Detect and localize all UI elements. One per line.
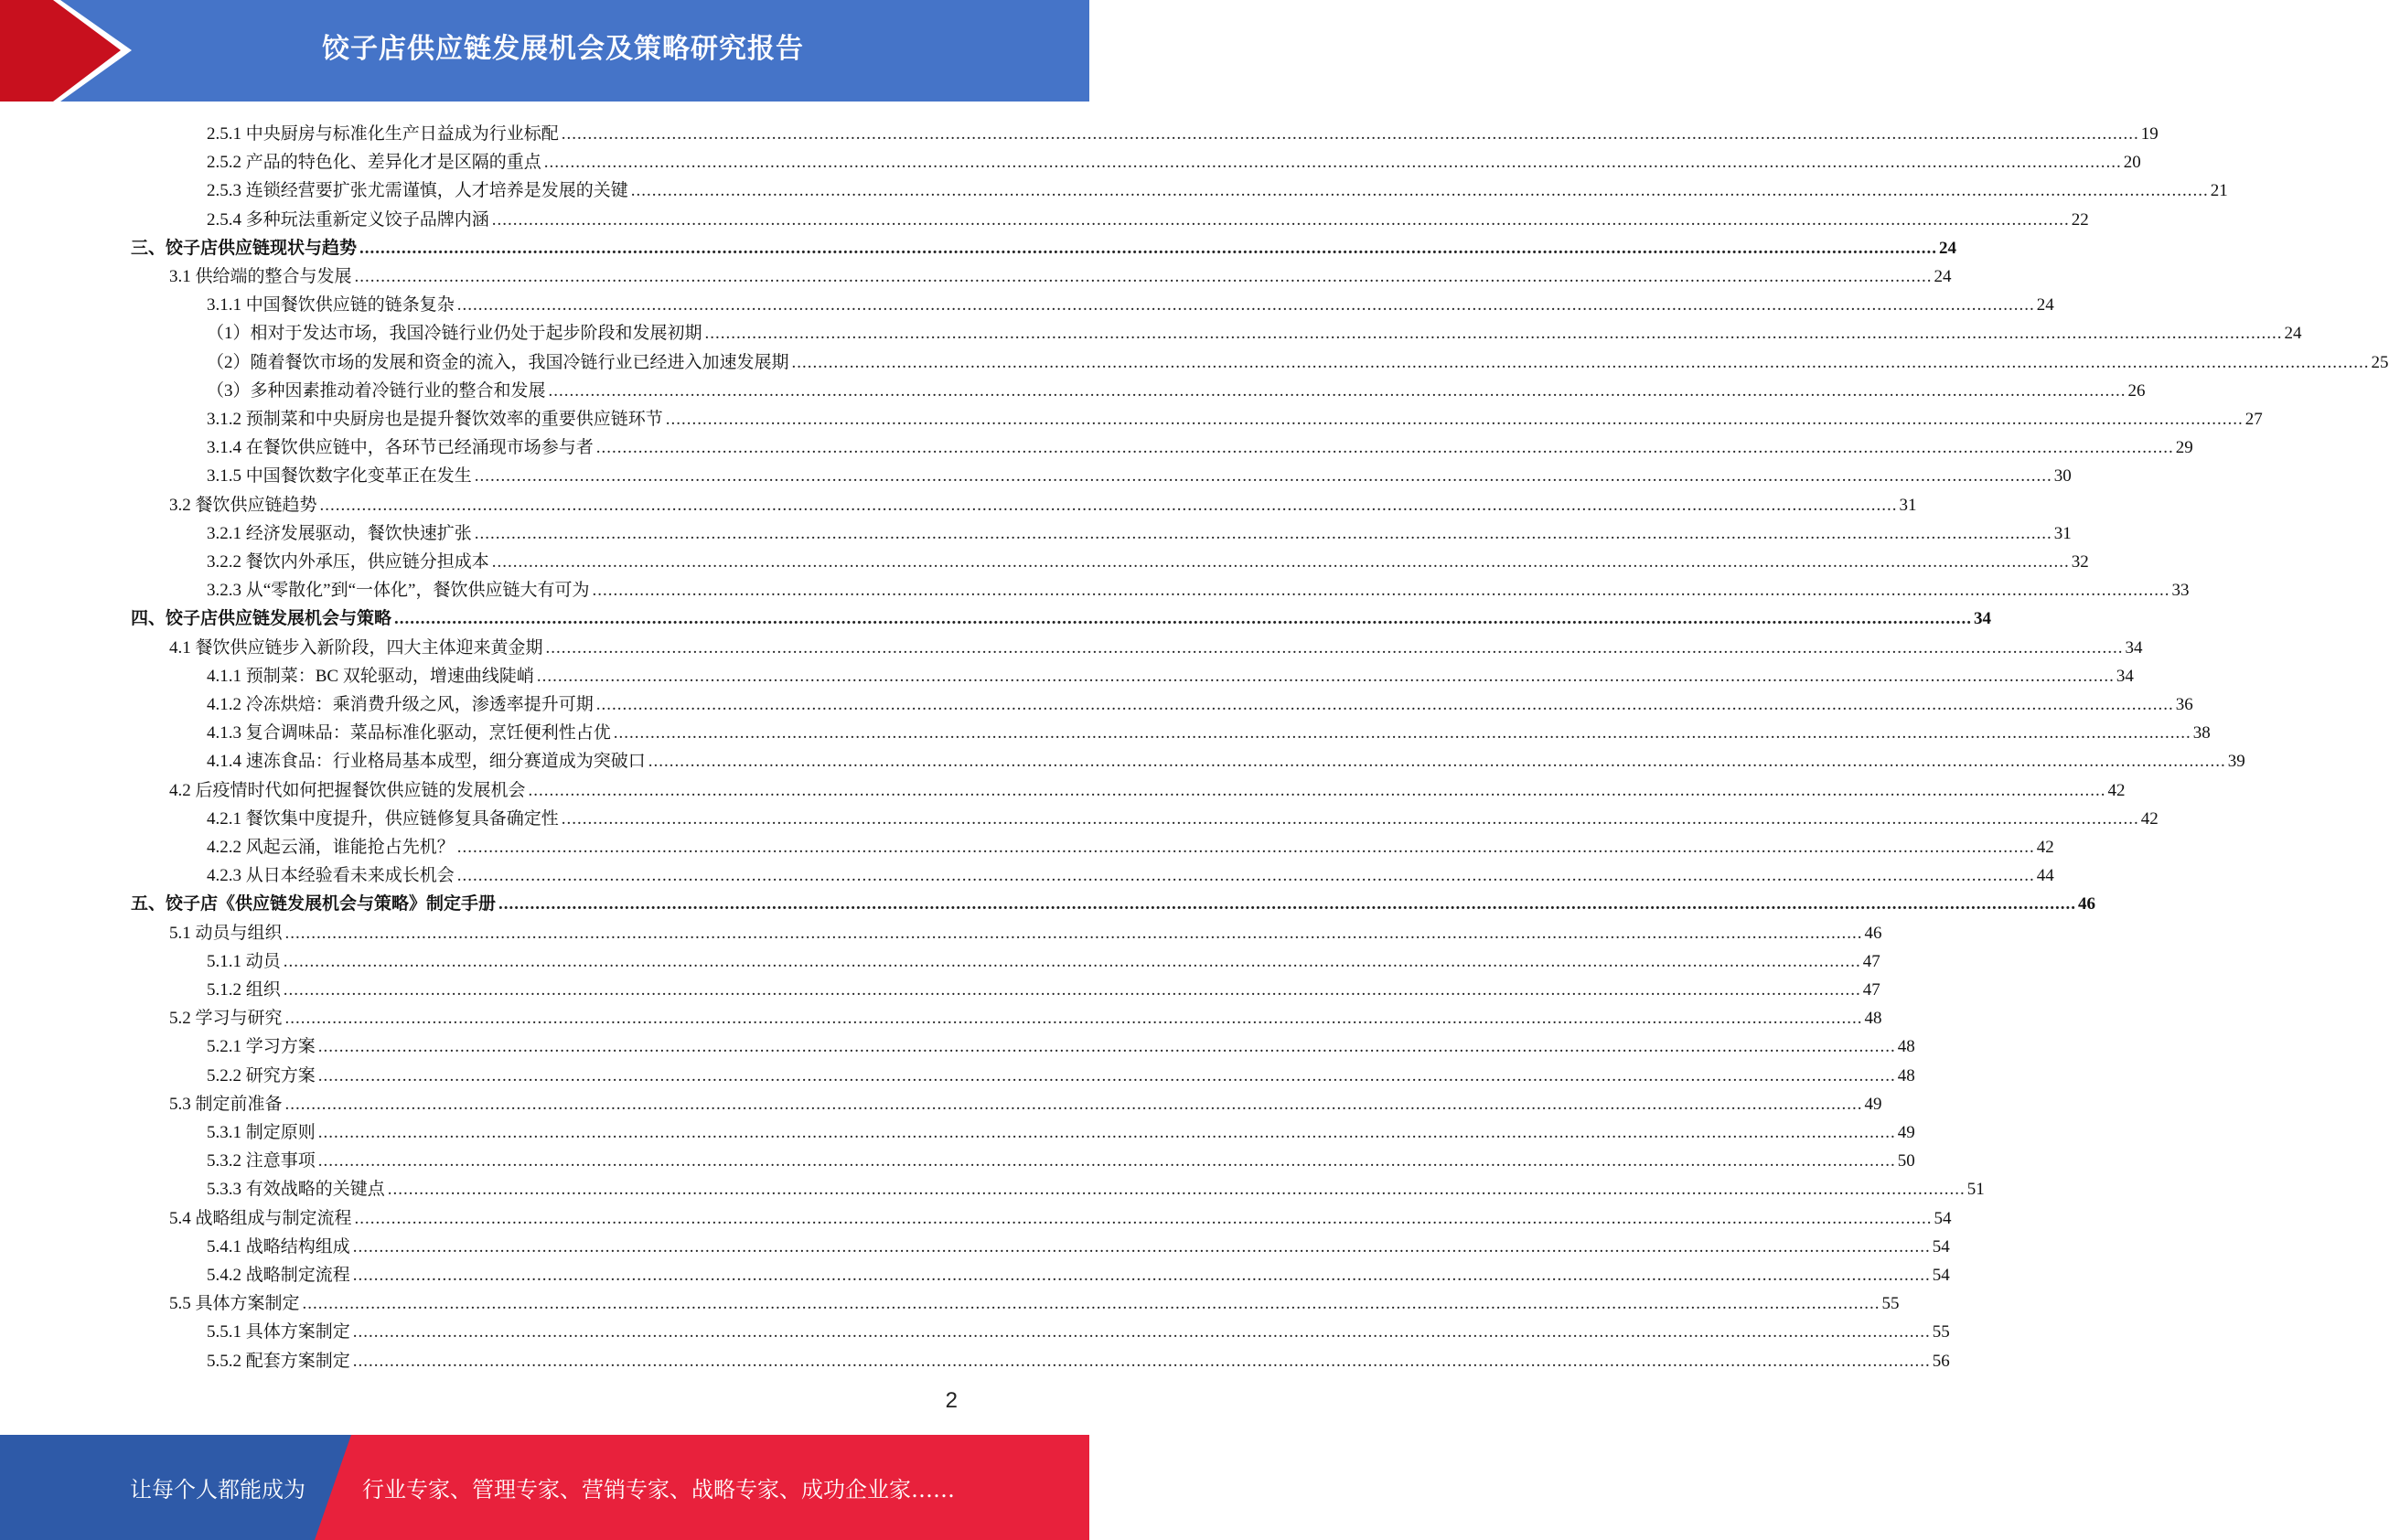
toc-leader-dots: ............................................................................................................................................................................................................................................................................................................ [474,466,2052,487]
toc-entry[interactable] [207,1143,1915,1171]
toc-entry-page: 54 [1932,1236,1950,1257]
toc-entry-title: 4.1 餐饮供应链步入新阶段，四大主体迎来黄金期 [169,637,543,658]
toc-entry-title: 5.1 动员与组织 [169,923,283,943]
toc-leader-dots: ............................................................................................................................................................................................................................................................................................................ [491,552,2070,572]
toc-entry-title: （2）随着餐饮市场的发展和资金的流入，我国冷链行业已经进入加速发展期 [207,352,789,372]
toc-entry-title: 4.1.2 冷冻烘焙：乘消费升级之风，渗透率提升可期 [207,695,594,714]
toc-entry-title: 2.5.1 中央厨房与标准化生产日益成为行业标配 [207,124,559,144]
toc-entry-title: 5.5.1 具体方案制定 [207,1322,350,1342]
toc-entry-page: 48 [1897,1037,1915,1057]
toc-entry-page: 39 [2227,752,2245,772]
toc-entry-page: 47 [1862,951,1880,971]
toc-entry[interactable] [207,202,2089,230]
toc-entry-page: 36 [2175,695,2193,714]
toc-entry-title: 3.2.1 经济发展驱动，餐饮快速扩张 [207,523,472,543]
toc-leader-dots: ............................................................................................................................................................................................................................................................................................................ [491,209,2070,230]
page-footer [0,1435,1089,1540]
toc-entry[interactable] [207,572,2190,601]
toc-entry[interactable] [207,544,2089,572]
toc-leader-dots: ............................................................................................................................................................................................................................................................................................................ [394,609,1973,629]
toc-entry-title: 5.2 学习与研究 [169,1009,283,1029]
toc-entry-title: 3.2.3 从“零散化”到“一体化”，餐饮供应链大有可为 [207,581,590,601]
toc-leader-dots: ............................................................................................................................................................................................................................................................................................................ [595,438,2174,458]
toc-entry-page: 34 [1974,609,1992,629]
toc-entry-title: 四、饺子店供应链发展机会与策略 [131,609,392,629]
toc-entry-page: 32 [2071,552,2089,572]
toc-entry[interactable] [131,601,1992,629]
toc-entry-title: 5.5.2 配套方案制定 [207,1351,350,1371]
toc-leader-dots: ............................................................................................................................................................................................................................................................................................................ [319,495,1898,515]
toc-entry-title: 2.5.4 多种玩法重新定义饺子品牌内涵 [207,209,489,230]
toc-entry[interactable] [131,886,2096,914]
page-header [0,0,1089,102]
toc-entry-page: 31 [1899,495,1917,515]
toc-entry-title: 4.1.4 速冻食品：行业格局基本成型，细分赛道成为突破口 [207,752,646,772]
toc-entry-title: 5.3 制定前准备 [169,1094,283,1114]
toc-entry-title: 5.4.1 战略结构组成 [207,1236,350,1257]
toc-leader-dots: ............................................................................................................................................................................................................................................................................................................ [474,523,2052,543]
toc-entry[interactable] [169,915,1882,944]
toc-entry[interactable] [207,658,2134,687]
toc-entry-title: 3.2.2 餐饮内外承压，供应链分担成本 [207,552,489,572]
toc-leader-dots: ............................................................................................................................................................................................................................................................................................................ [302,1294,1880,1314]
toc-entry-title: （1）相对于发达市场，我国冷链行业仍处于起步阶段和发展初期 [207,324,702,344]
toc-entry[interactable] [207,1029,1915,1057]
toc-leader-dots: ............................................................................................................................................................................................................................................................................................................ [283,951,1861,971]
toc-entry-title: 4.2.2 风起云涌，谁能抢占先机？ [207,838,455,857]
toc-leader-dots: ............................................................................................................................................................................................................................................................................................................ [352,1266,1931,1285]
footer-slogan-left: 让每个人都能成为 [130,1477,305,1503]
toc-entry-page: 24 [2036,295,2054,315]
toc-entry[interactable] [169,1000,1882,1029]
toc-entry-page: 24 [1934,267,1952,286]
toc-entry[interactable] [207,287,2054,315]
toc-entry-title: 5.5 具体方案制定 [169,1294,300,1314]
toc-entry[interactable] [207,315,2302,344]
toc-entry-page: 38 [2192,723,2211,743]
toc-entry[interactable] [207,687,2193,715]
toc-entry[interactable] [207,173,2228,201]
toc-entry-title: 2.5.2 产品的特色化、差异化才是区隔的重点 [207,153,541,173]
toc-entry-title: 5.3.1 制定原则 [207,1123,316,1142]
toc-leader-dots: ............................................................................................................................................................................................................................................................................................................ [592,581,2170,601]
toc-entry-page: 30 [2053,466,2072,487]
toc-leader-dots: ............................................................................................................................................................................................................................................................................................................ [791,352,2370,372]
toc-entry-title: 5.3.3 有效战略的关键点 [207,1180,385,1200]
toc-leader-dots: ............................................................................................................................................................................................................................................................................................................ [548,380,2127,401]
toc-entry-page: 44 [2036,866,2054,886]
toc-leader-dots: ............................................................................................................................................................................................................................................................................................................ [352,1236,1931,1257]
toc-leader-dots: ............................................................................................................................................................................................................................................................................................................ [354,1208,1933,1228]
toc-entry-page: 42 [2107,780,2126,800]
toc-entry-page: 51 [1966,1180,1985,1200]
toc-entry[interactable] [207,401,2263,430]
toc-entry[interactable] [207,116,2159,144]
toc-entry-page: 50 [1897,1151,1915,1171]
toc-entry-page: 29 [2175,438,2193,458]
toc-entry-title: 4.2.3 从日本经验看未来成长机会 [207,866,455,886]
toc-entry[interactable] [169,487,1917,516]
toc-entry-title: （3）多种因素推动着冷链行业的整合和发展 [207,380,546,401]
toc-entry-title: 5.2.2 研究方案 [207,1065,316,1085]
toc-leader-dots: ............................................................................................................................................................................................................................................................................................................ [352,1322,1931,1342]
toc-entry-title: 4.1.3 复合调味品：菜品标准化驱动，烹饪便利性占优 [207,723,611,743]
toc-entry-page: 49 [1864,1094,1882,1114]
toc-entry-title: 5.3.2 注意事项 [207,1151,316,1171]
toc-leader-dots: ............................................................................................................................................................................................................................................................................................................ [498,894,2077,914]
toc-entry-page: 24 [1939,238,1957,258]
toc-leader-dots: ............................................................................................................................................................................................................................................................................................................ [354,267,1933,286]
toc-entry[interactable] [207,458,2072,487]
toc-entry[interactable] [169,1086,1882,1115]
toc-entry-title: 5.1.2 组织 [207,980,281,1000]
toc-entry-title: 5.2.1 学习方案 [207,1037,316,1057]
toc-leader-dots: ............................................................................................................................................................................................................................................................................................................ [387,1180,1966,1200]
toc-entry-page: 19 [2140,124,2159,144]
toc-entry[interactable] [207,801,2159,829]
toc-leader-dots: ............................................................................................................................................................................................................................................................................................................ [317,1151,1896,1171]
toc-leader-dots: ............................................................................................................................................................................................................................................................................................................ [561,124,2139,144]
toc-entry[interactable] [207,144,2141,173]
toc-leader-dots: ............................................................................................................................................................................................................................................................................................................ [284,1009,1863,1029]
toc-entry-page: 55 [1881,1294,1900,1314]
toc-leader-dots: ............................................................................................................................................................................................................................................................................................................ [352,1351,1931,1371]
toc-leader-dots: ............................................................................................................................................................................................................................................................................................................ [630,181,2209,201]
toc-entry[interactable] [169,1201,1952,1229]
toc-entry-page: 48 [1897,1065,1915,1085]
toc-leader-dots: ............................................................................................................................................................................................................................................................................................................ [284,1094,1863,1114]
toc-entry[interactable] [169,773,2126,801]
toc-leader-dots: ............................................................................................................................................................................................................................................................................................................ [359,238,1938,258]
toc-leader-dots: ............................................................................................................................................................................................................................................................................................................ [283,980,1861,1000]
toc-entry[interactable] [207,1343,1950,1372]
toc-leader-dots: ............................................................................................................................................................................................................................................................................................................ [456,838,2035,857]
toc-entry[interactable] [169,630,2143,658]
toc-leader-dots: ............................................................................................................................................................................................................................................................................................................ [665,410,2244,429]
toc-leader-dots: ............................................................................................................................................................................................................................................................................................................ [543,153,2122,173]
toc-entry[interactable] [207,858,2054,886]
toc-entry-title: 三、饺子店供应链现状与趋势 [131,238,358,258]
toc-entry[interactable] [207,1257,1950,1286]
toc-entry[interactable] [207,972,1880,1000]
toc-leader-dots: ............................................................................................................................................................................................................................................................................................................ [595,695,2174,714]
toc-leader-dots: ............................................................................................................................................................................................................................................................................................................ [613,723,2191,743]
toc-entry-page: 55 [1932,1322,1950,1342]
toc-entry[interactable] [207,345,2389,373]
toc-entry-page: 21 [2210,181,2228,201]
toc-entry-title: 3.1.2 预制菜和中央厨房也是提升餐饮效率的重要供应链环节 [207,410,663,429]
toc-leader-dots: ............................................................................................................................................................................................................................................................................................................ [704,324,2283,344]
toc-leader-dots: ............................................................................................................................................................................................................................................................................................................ [561,808,2139,829]
toc-entry[interactable] [207,430,2193,458]
page-number: 2 [945,1388,958,1413]
toc-entry[interactable] [207,743,2245,772]
toc-entry-title: 4.1.1 预制菜：BC 双轮驱动，增速曲线陡峭 [207,666,534,686]
toc-leader-dots: ............................................................................................................................................................................................................................................................................................................ [456,866,2035,886]
toc-entry-title: 3.1 供给端的整合与发展 [169,267,352,286]
toc-entry-page: 56 [1932,1351,1950,1371]
toc-leader-dots: ............................................................................................................................................................................................................................................................................................................ [545,637,2124,658]
toc-entry[interactable] [169,259,1952,287]
toc-entry-page: 24 [2284,324,2302,344]
toc-leader-dots: ............................................................................................................................................................................................................................................................................................................ [536,666,2115,686]
toc-entry-page: 34 [2116,666,2134,686]
toc-entry-page: 20 [2123,153,2141,173]
toc-entry-title: 2.5.3 连锁经营要扩张尤需谨慎，人才培养是发展的关键 [207,181,628,201]
toc-entry[interactable] [207,1171,1985,1200]
toc-leader-dots: ............................................................................................................................................................................................................................................................................................................ [317,1065,1896,1085]
toc-entry-page: 34 [2125,637,2143,658]
toc-entry-page: 49 [1897,1123,1915,1142]
toc-entry-page: 26 [2127,380,2146,401]
toc-entry-title: 5.1.1 动员 [207,951,281,971]
toc-entry[interactable] [207,1058,1915,1086]
toc-entry[interactable] [207,715,2211,743]
toc-entry-page: 46 [2078,894,2096,914]
toc-entry[interactable] [207,1229,1950,1257]
toc-entry-title: 3.1.5 中国餐饮数字化变革正在发生 [207,466,472,487]
toc-entry[interactable] [131,230,1957,259]
toc-entry-page: 48 [1864,1009,1882,1029]
toc-entry[interactable] [207,516,2072,544]
toc-leader-dots: ............................................................................................................................................................................................................................................................................................................ [284,923,1863,943]
toc-entry[interactable] [207,829,2054,858]
toc-entry[interactable] [207,373,2146,401]
toc-entry-page: 22 [2071,209,2089,230]
toc-entry-title: 4.2 后疫情时代如何把握餐饮供应链的发展机会 [169,780,526,800]
toc-entry[interactable] [207,1314,1950,1342]
toc-entry-page: 46 [1864,923,1882,943]
toc-entry-page: 42 [2036,838,2054,857]
toc-entry-title: 5.4.2 战略制定流程 [207,1266,350,1285]
report-title: 饺子店供应链发展机会及策略研究报告 [322,33,804,65]
toc-entry[interactable] [169,1286,1900,1314]
toc-entry-page: 27 [2244,410,2263,429]
toc-entry-title: 4.2.1 餐饮集中度提升，供应链修复具备确定性 [207,808,559,829]
toc-leader-dots: ............................................................................................................................................................................................................................................................................................................ [648,752,2226,772]
footer-slogan-right: 行业专家、管理专家、营销专家、战略专家、成功企业家…… [362,1477,955,1503]
toc-entry-title: 五、饺子店《供应链发展机会与策略》制定手册 [131,894,497,914]
toc-entry-page: 54 [1934,1208,1952,1228]
toc-leader-dots: ............................................................................................................................................................................................................................................................................................................ [528,780,2106,800]
toc-entry-title: 3.2 餐饮供应链趋势 [169,495,317,515]
toc-leader-dots: ............................................................................................................................................................................................................................................................................................................ [456,295,2035,315]
toc-leader-dots: ............................................................................................................................................................................................................................................................................................................ [317,1123,1896,1142]
toc-leader-dots: ............................................................................................................................................................................................................................................................................................................ [317,1037,1896,1057]
toc-entry-page: 47 [1862,980,1880,1000]
toc-entry[interactable] [207,944,1880,972]
toc-entry-page: 33 [2171,581,2190,601]
toc-entry[interactable] [207,1115,1915,1143]
toc-entry-page: 25 [2371,352,2389,372]
toc-entry-page: 31 [2053,523,2072,543]
toc-entry-title: 5.4 战略组成与制定流程 [169,1208,352,1228]
toc-entry-title: 3.1.1 中国餐饮供应链的链条复杂 [207,295,455,315]
toc-entry-page: 54 [1932,1266,1950,1285]
toc-entry-title: 3.1.4 在餐饮供应链中，各环节已经涌现市场参与者 [207,438,594,458]
toc-entry-page: 42 [2140,808,2159,829]
